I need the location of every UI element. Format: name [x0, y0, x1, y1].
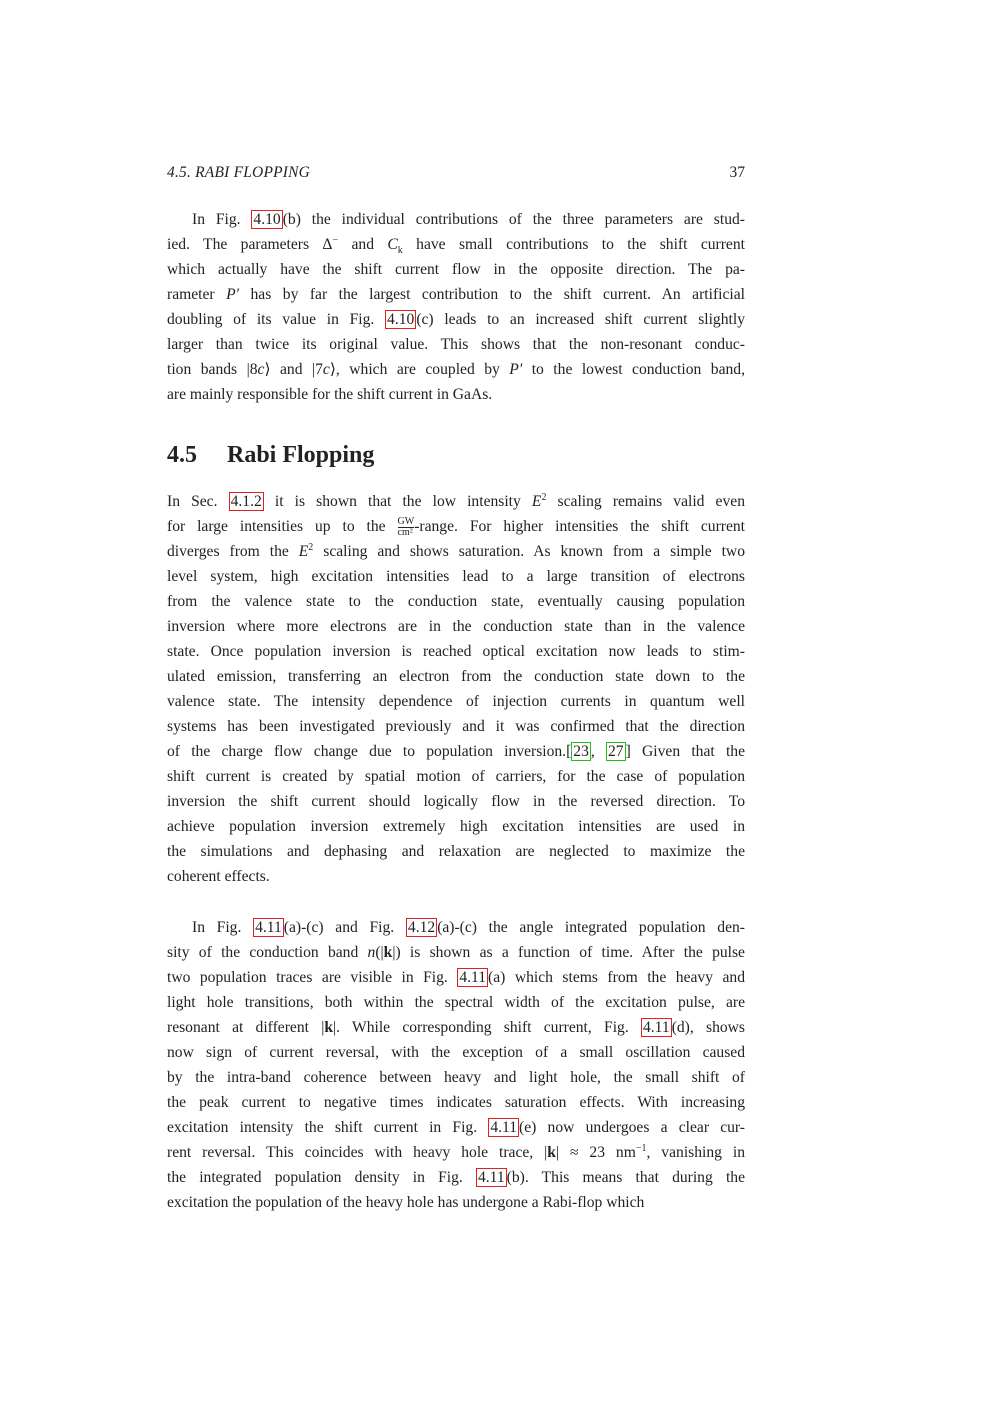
text-line: In Fig. 4.10 (b) the individual contributions of the three parameters are stud-: [192, 211, 745, 228]
citation-link[interactable]: 23: [573, 743, 589, 760]
superscript: 2: [541, 491, 547, 503]
math-vector: k: [383, 944, 393, 961]
section-title: Rabi Flopping: [227, 442, 375, 468]
running-header-title: 4.5. RABI FLOPPING: [167, 164, 311, 181]
math-symbol: c: [257, 361, 265, 378]
text-line: In Sec. 4.1.2 it is shown that the low intensity $E^2$ scaling remains valid even: [167, 491, 745, 510]
math-vector: k: [547, 1144, 556, 1161]
text-line: tion bands |8c⟩ and |7c⟩, which are coupled by P′ to the lowest conduction band,: [167, 361, 745, 378]
figure-reference-link[interactable]: 4.11: [642, 1019, 670, 1036]
figure-reference-link[interactable]: 4.12: [407, 919, 436, 936]
text-line: are mainly responsible for the shift current in GaAs.: [167, 386, 493, 403]
text-line: for large intensities up to the $\frac{GW}{\text{cm²}}$ -range. For higher intensities the shift current: [167, 515, 746, 538]
text-line: from the valence state to the conduction state, eventually causing population: [167, 593, 745, 610]
text-line: the peak current to negative times indicates saturation effects. With increasing: [167, 1094, 745, 1111]
figure-reference-link[interactable]: 4.1.2: [230, 493, 262, 510]
text-line: state. Once population inversion is reached optical excitation now leads to stim-: [167, 643, 745, 660]
text-line: of the charge flow change due to population inversion.[ 23 , 27 ] Given that the: [167, 743, 745, 760]
math-symbol: n: [367, 944, 376, 961]
figure-reference-link[interactable]: 4.10: [253, 211, 281, 228]
text-line: systems has been investigated previously and it was confirmed that the direction: [167, 718, 745, 735]
math-symbol: P′: [509, 361, 523, 378]
superscript: 2: [308, 541, 314, 553]
text-line: achieve population inversion extremely high excitation intensities are used in: [167, 818, 745, 835]
superscript: −: [332, 234, 339, 246]
running-header: [167, 160, 745, 186]
text-line: by the intra-band coherence between heavy and light hole, the small shift of: [167, 1069, 745, 1086]
subscript: k: [397, 245, 403, 257]
figure-reference-link[interactable]: 4.11: [477, 1169, 505, 1186]
text-line: resonant at different |k|. While corresponding shift current, Fig. 4.11 (d), shows: [167, 1019, 745, 1036]
paragraph-rabi-flop-results: [167, 915, 745, 1215]
text-line: shift current is created by spatial motion of carriers, for the case of population: [167, 768, 745, 785]
math-symbol: E: [298, 543, 309, 560]
text-line: the integrated population density in Fig. 4.11 (b). This means that during the: [167, 1169, 745, 1186]
text-line: ulated emission, transferring an electron from the conduction state down to the: [167, 668, 745, 685]
text-line: In Fig. 4.11 (a)-(c) and Fig. 4.12 (a)-(c) the angle integrated population den-: [192, 919, 746, 936]
math-vector: k: [324, 1019, 334, 1036]
text-line: excitation the population of the heavy hole has undergone a Rabi-flop which: [167, 1194, 645, 1211]
text-line: now sign of current reversal, with the exception of a small oscillation caused: [167, 1044, 745, 1061]
text-line: inversion where more electrons are in the conduction state than in the valence: [167, 618, 745, 635]
superscript: −1: [635, 1142, 647, 1154]
page-number: 37: [729, 164, 745, 181]
text-line: inversion the shift current should logically flow in the reversed direction. To: [167, 793, 745, 810]
unit-fraction: $\frac{GW}{\text{cm²}}$: [397, 515, 415, 538]
text-line: diverges from the $E^2$ scaling and shows saturation. As known from a simple two: [167, 541, 745, 560]
figure-reference-link[interactable]: 4.11: [255, 919, 282, 936]
paragraph-shift-current-parameters: [167, 207, 745, 407]
figure-reference-link[interactable]: 4.10: [387, 311, 415, 328]
math-symbol: E: [531, 493, 542, 510]
figure-reference-link[interactable]: 4.11: [490, 1119, 518, 1136]
text-line: excitation intensity the shift current in Fig. 4.11 (e) now undergoes a clear cur-: [167, 1119, 745, 1136]
text-line: rent reversal. This coincides with heavy hole trace, |k| ≈ 23 $nm^{-1}$, vanishing in: [167, 1142, 745, 1161]
text-line: valence state. The intensity dependence of injection currents in quantum well: [167, 693, 745, 710]
text-line: sity of the conduction band n(|k|) is shown as a function of time. After the pulse: [167, 944, 745, 961]
text-line: the simulations and dephasing and relaxation are neglected to maximize the: [167, 843, 745, 860]
citation-link[interactable]: 27: [608, 743, 624, 760]
math-symbol: c: [322, 361, 330, 378]
text-line: which actually have the shift current flow in the opposite direction. The pa-: [167, 261, 745, 278]
paragraph-population-inversion: [167, 489, 745, 889]
text-line: two population traces are visible in Fig. 4.11 (a) which stems from the heavy and: [167, 969, 746, 986]
text-line: larger than twice its original value. This shows that the non-resonant conduc-: [167, 336, 745, 353]
text-line: rameter P′ has by far the largest contribution to the shift current. An artificial: [167, 286, 745, 303]
section-number: 4.5: [167, 442, 197, 468]
text-line: doubling of its value in Fig. 4.10 (c) leads to an increased shift current slightly: [167, 311, 745, 328]
text-line: light hole transitions, both within the spectral width of the excitation pulse, are: [167, 994, 745, 1011]
math-symbol: C: [387, 236, 398, 253]
section-heading: [167, 442, 374, 469]
text-line: level system, high excitation intensities lead to a large transition of electrons: [167, 568, 745, 585]
text-line: ied. The parameters Δ− and $C_k$ have small contributions to the shift current: [167, 234, 745, 257]
math-symbol: P′: [226, 286, 240, 303]
figure-reference-link[interactable]: 4.11: [459, 969, 487, 986]
text-line: coherent effects.: [167, 868, 270, 885]
